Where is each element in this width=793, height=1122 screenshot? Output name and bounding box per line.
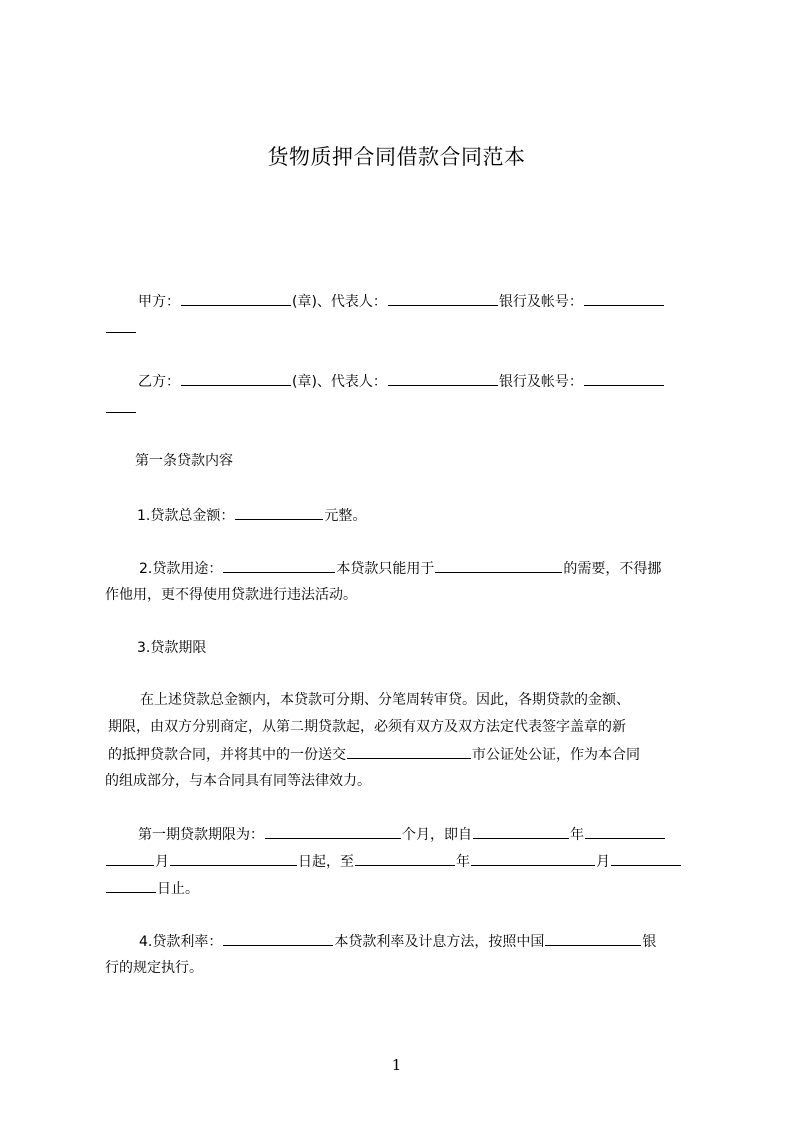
item3-para-line3 [105, 744, 708, 765]
end-month-blank [471, 851, 595, 866]
party-a-rep-blank [388, 291, 498, 306]
start-month-blank [585, 824, 665, 839]
first-period-line3 [105, 878, 705, 899]
item4-bank-blank [545, 931, 641, 946]
day-end: 日止。 [157, 881, 199, 897]
period-months-blank [265, 824, 401, 839]
party-b-bank-blank [584, 371, 664, 386]
start-month-blank-cont [106, 851, 154, 866]
party-a-line [105, 291, 738, 312]
day-from: 日起，至 [298, 854, 354, 870]
party-b-seal-rep-label: (章)、代表人： [292, 374, 387, 390]
item3-para-line1: 在上述贷款总金额内，本贷款可分期、分笔周转审贷。因此，各期贷款的金额、 [140, 692, 630, 708]
item1-label: 1.贷款总金额： [137, 508, 235, 524]
party-a-bank-blank [584, 291, 664, 306]
end-day-blank [611, 851, 681, 866]
end-month-char: 月 [596, 854, 610, 870]
end-day-blank-cont [106, 878, 156, 893]
party-a-bank-label: 银行及帐号： [498, 294, 583, 310]
first-period-line2 [105, 851, 705, 872]
item2-line2: 作他用，更不得使用贷款进行违法活动。 [105, 587, 357, 603]
end-year-blank [355, 851, 455, 866]
item3-para-line3-b: 市公证处公证，作为本合同 [472, 747, 640, 763]
article1-heading: 第一条贷款内容 [135, 453, 233, 469]
document-title: 货物质押合同借款合同范本 [267, 145, 526, 169]
item2-label: 2.贷款用途： [139, 561, 223, 577]
item2-tail: 的需要，不得挪 [563, 561, 662, 577]
item4-line [105, 931, 739, 952]
item3-notary-blank [347, 744, 471, 759]
item3-para-line3-a: 的抵押贷款合同，并将其中的一份送交 [108, 747, 346, 763]
start-day-blank [170, 851, 297, 866]
party-b-rep-blank [388, 371, 498, 386]
item4-label: 4.贷款利率： [139, 934, 223, 950]
item1-amount-blank [235, 505, 323, 520]
item2-purpose-blank [223, 558, 335, 573]
item3-para-line4: 的组成部分，与本合同具有同等法律效力。 [105, 773, 371, 789]
party-a-seal-rep-label: (章)、代表人： [292, 294, 387, 310]
item2-middle: 本贷款只能用于 [336, 561, 435, 577]
item3-heading: 3.贷款期限 [137, 640, 207, 656]
item3-para-line2: 期限，由双方分别商定，从第二期贷款起，必须有双方及双方法定代表签字盖章的新 [108, 719, 626, 735]
first-period-month: 个月，即自 [402, 827, 472, 843]
first-period-label: 第一期贷款期限为： [138, 827, 264, 843]
party-b-name-blank [181, 371, 291, 386]
end-year: 年 [456, 854, 470, 870]
party-a-name-blank [181, 291, 291, 306]
party-b-line [105, 371, 738, 392]
item2-use-blank [435, 558, 562, 573]
item1-line [105, 505, 737, 526]
start-year-blank [473, 824, 569, 839]
page-number: 1 [391, 1056, 402, 1074]
item4-line2: 行的规定执行。 [105, 960, 203, 976]
start-month-char: 月 [155, 854, 169, 870]
party-b-label: 乙方： [138, 374, 180, 390]
item4-rate-blank [223, 931, 333, 946]
party-a-label: 甲方： [138, 294, 180, 310]
party-b-bank-blank-cont [106, 398, 136, 413]
party-a-bank-blank-cont [106, 318, 136, 333]
item4-middle: 本贷款利率及计息方法，按照中国 [334, 934, 545, 950]
party-b-line-cont [105, 398, 705, 419]
item4-tail: 银 [642, 934, 657, 950]
item2-line [105, 558, 739, 579]
first-period-line1 [105, 824, 738, 845]
party-b-bank-label: 银行及帐号： [498, 374, 583, 390]
party-a-line-cont [105, 318, 705, 339]
item1-suffix: 元整。 [324, 508, 367, 524]
first-period-year: 年 [570, 827, 584, 843]
